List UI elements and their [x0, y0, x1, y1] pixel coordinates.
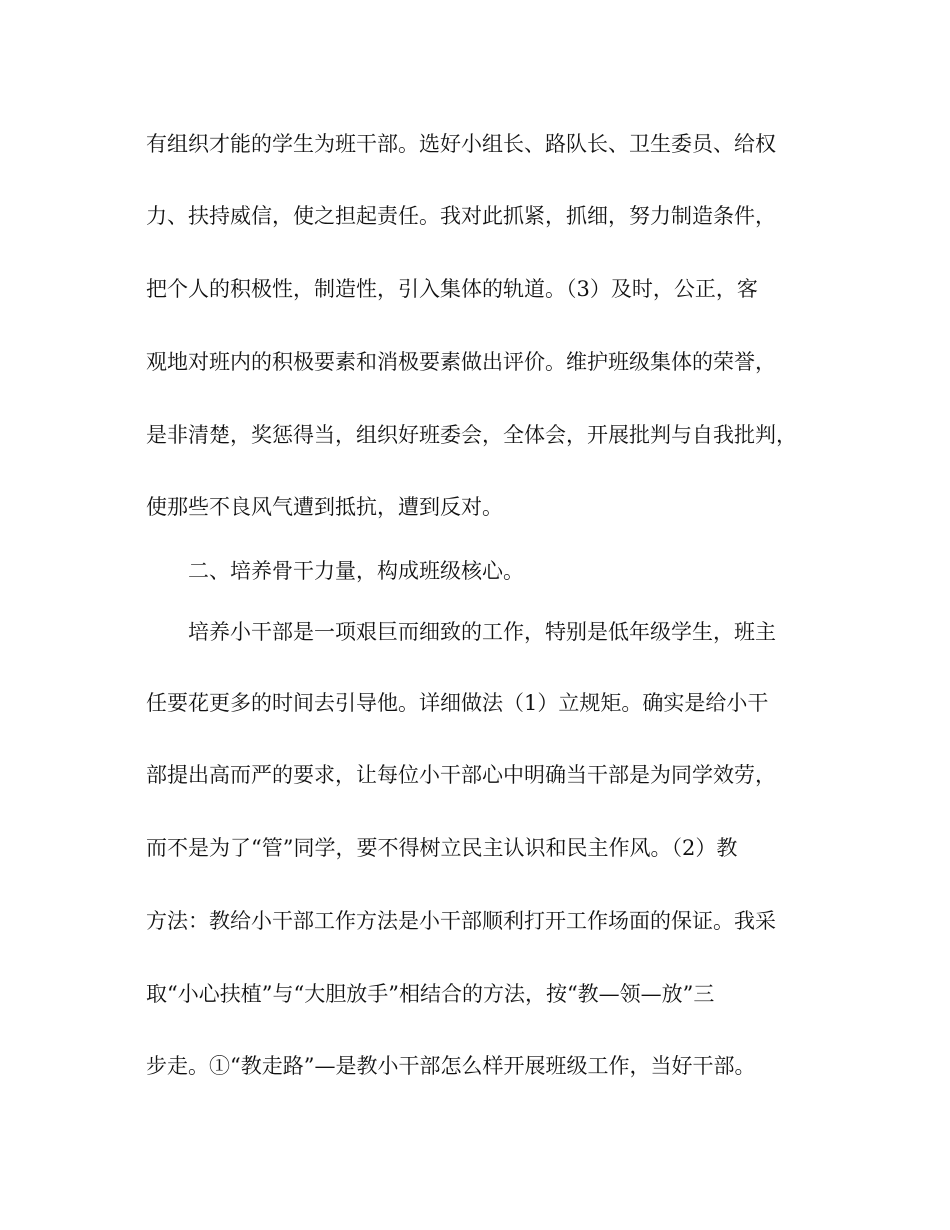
text-line: 力、扶持威信，使之担起责任。我对此抓紧，抓细，努力制造条件，	[146, 204, 776, 228]
text-line: 取“小心扶植”与“大胆放手”相结合的方法，按“教—领—放”三	[146, 982, 715, 1006]
section-heading: 二、培养骨干力量，构成班级核心。	[188, 559, 524, 583]
text-line: 任要花更多的时间去引导他。详细做法（1）立规矩。确实是给小干	[146, 691, 769, 715]
text-line: 把个人的积极性，制造性，引入集体的轨道。（3）及时，公正，客	[146, 277, 758, 301]
text-line: 步走。①“教走路”—是教小干部怎么样开展班级工作，当好干部。	[146, 1054, 756, 1078]
paragraph-first-line: 培养小干部是一项艰巨而细致的工作，特别是低年级学生，班主	[188, 620, 776, 644]
text-line: 方法：教给小干部工作方法是小干部顺利打开工作场面的保证。我采	[146, 909, 776, 933]
text-line: 观地对班内的积极要素和消极要素做出评价。维护班级集体的荣誉，	[146, 350, 776, 374]
text-line: 使那些不良风气遭到抵抗，遭到反对。	[146, 495, 503, 519]
text-line: 是非清楚，奖惩得当，组织好班委会，全体会，开展批判与自我批判，	[146, 423, 797, 447]
text-line: 而不是为了“管”同学，要不得树立民主认识和民主作风。（2）教	[146, 836, 738, 860]
text-line: 部提出高而严的要求，让每位小干部心中明确当干部是为同学效劳，	[146, 763, 776, 787]
text-line: 有组织才能的学生为班干部。选好小组长、路队长、卫生委员、给权	[146, 132, 776, 156]
